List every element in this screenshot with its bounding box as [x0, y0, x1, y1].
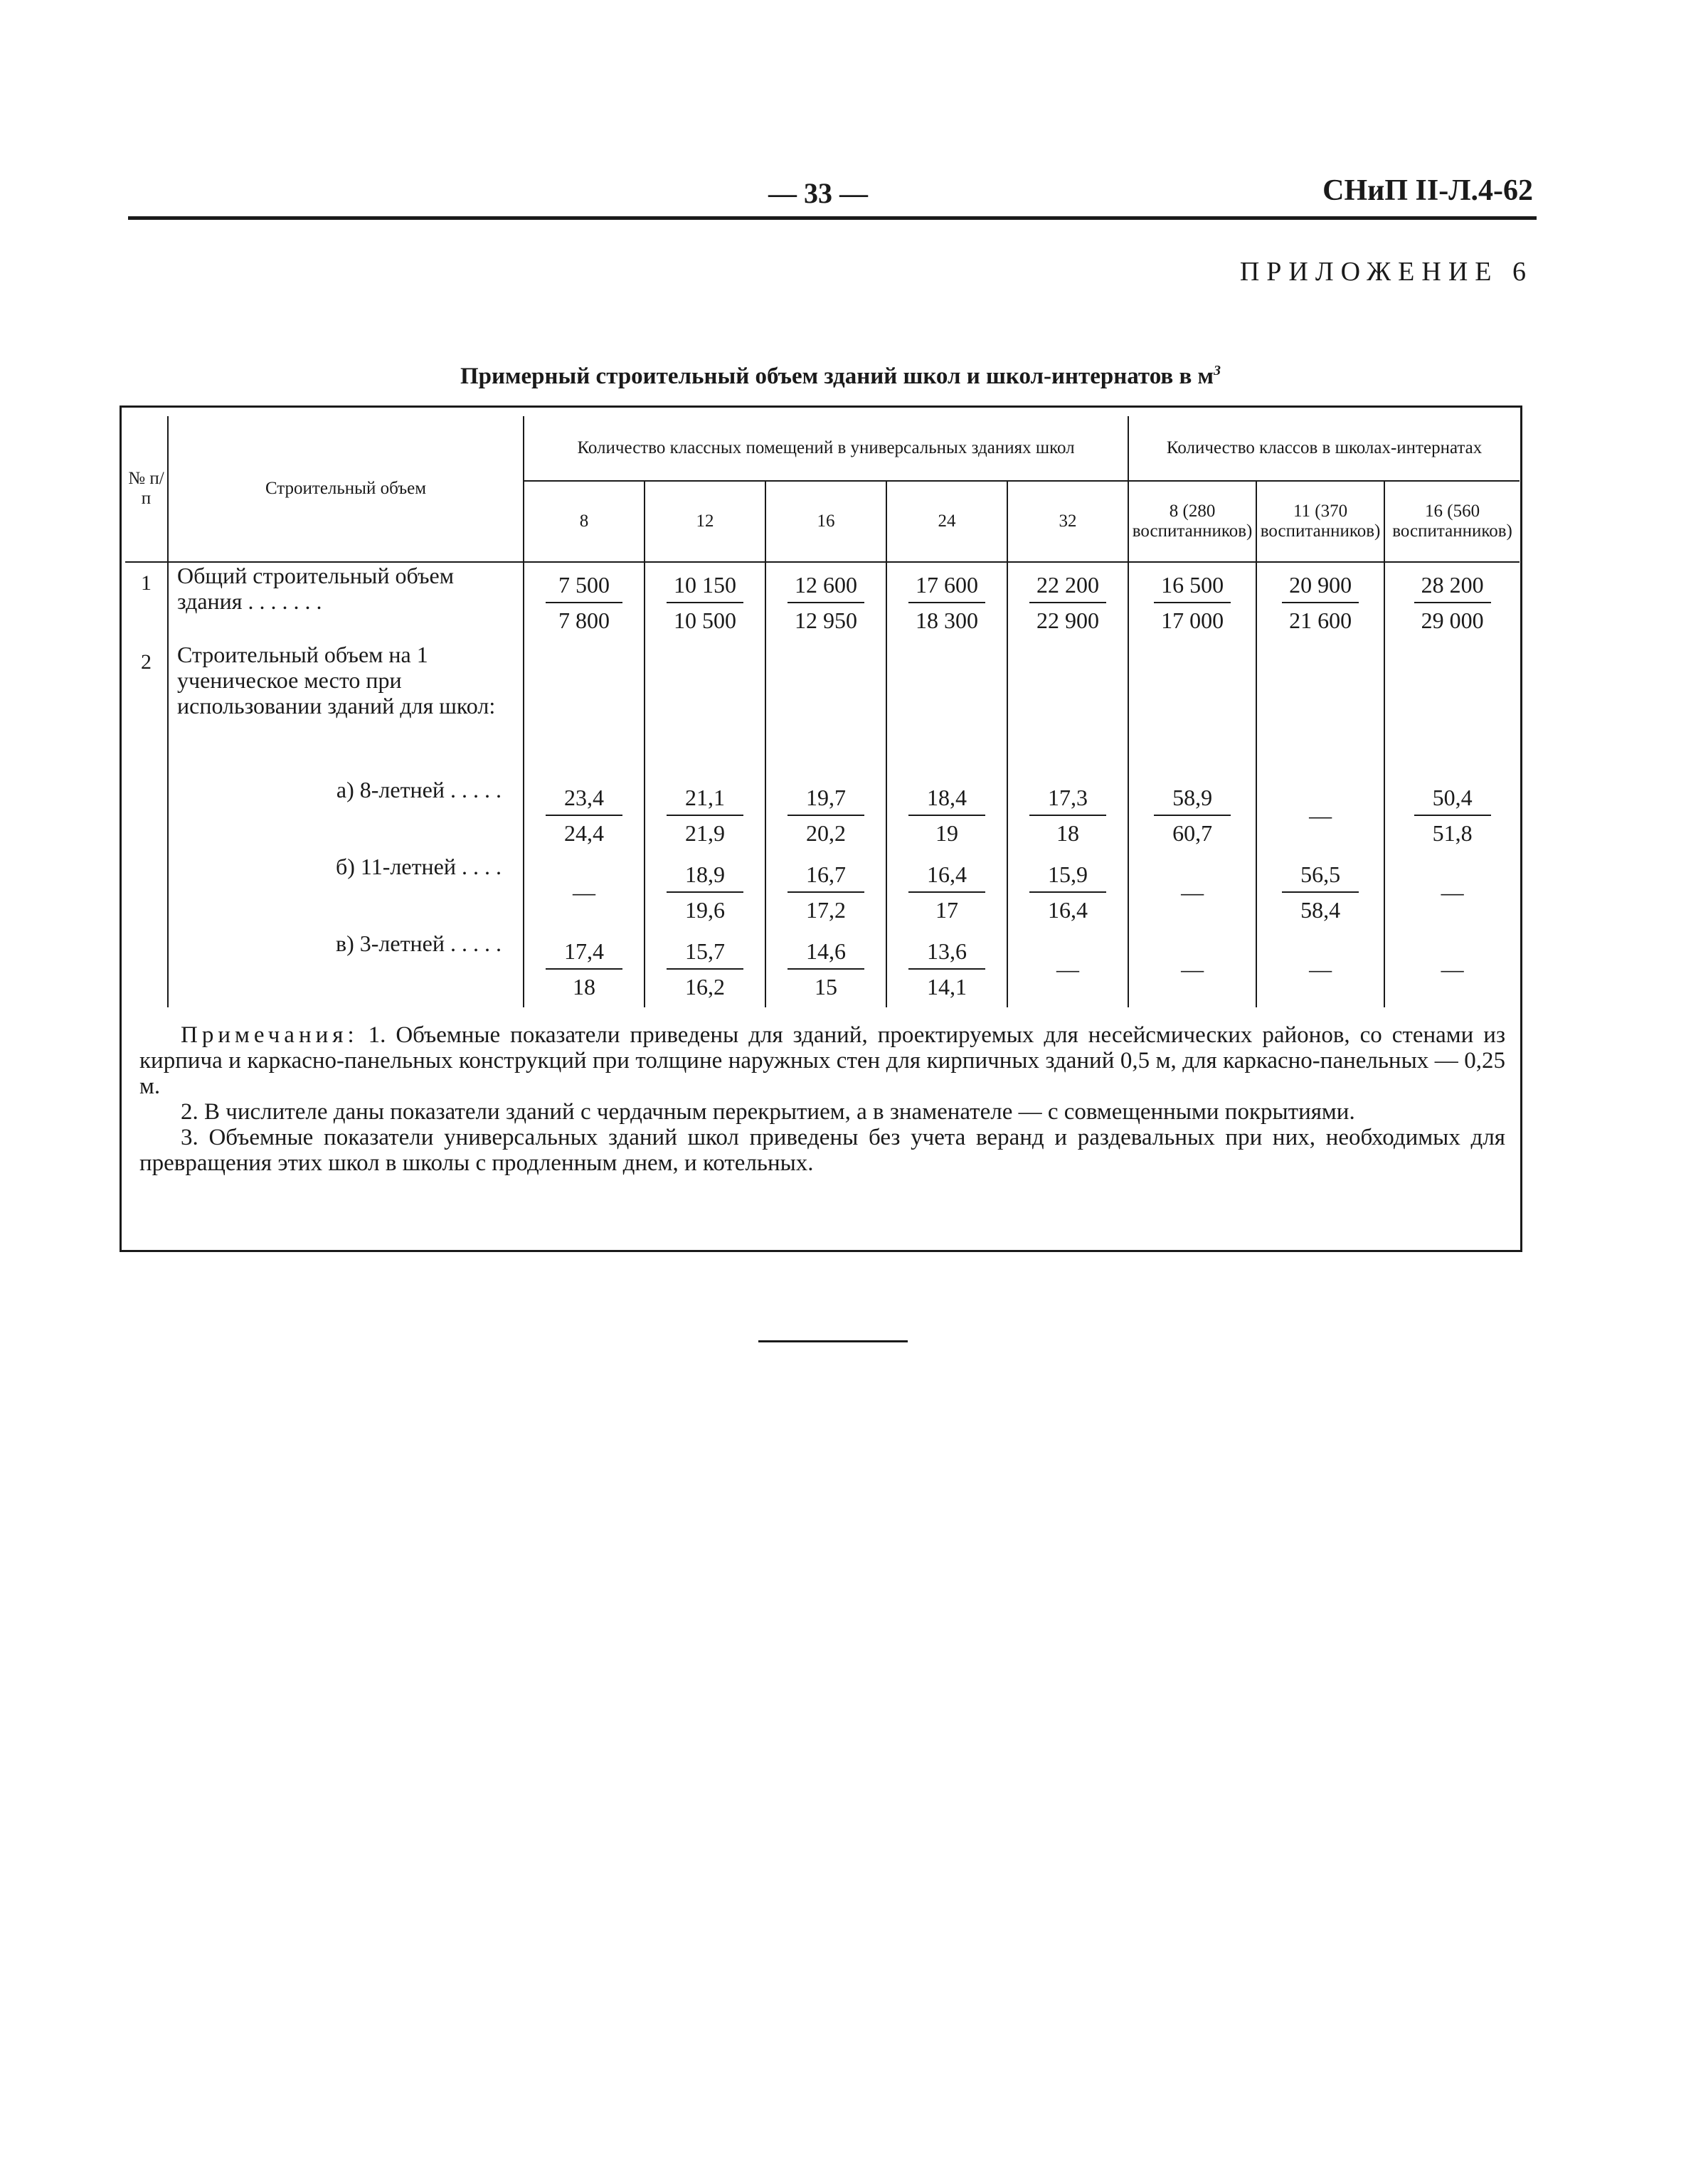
denominator: 29 000	[1421, 607, 1484, 633]
fraction	[667, 780, 743, 850]
value-cell	[886, 854, 1007, 931]
value-cell	[765, 562, 886, 642]
value-cell	[524, 562, 645, 642]
numerator: 17,4	[546, 934, 622, 970]
value-cell	[1256, 562, 1384, 642]
value-cell	[1007, 562, 1128, 642]
row-number: 1	[141, 571, 152, 595]
numerator: 28 200	[1414, 568, 1491, 603]
value-cell	[645, 642, 765, 777]
value-cell	[886, 642, 1007, 777]
denominator: 24,4	[564, 820, 604, 846]
denominator: 16,4	[1048, 897, 1088, 923]
value-cell	[1384, 642, 1520, 777]
fraction	[1414, 568, 1491, 637]
denominator: 18	[1056, 820, 1080, 846]
numerator: 50,4	[1414, 780, 1491, 816]
value-cell	[1128, 642, 1256, 777]
row-label: Общий строительный объем здания . . . . . . .	[168, 562, 524, 642]
table-row	[125, 777, 1520, 854]
note-2: 2. В числителе даны показатели зданий с чердачным перекрытием, а в знаменателе — с совмещенными покрытиями.	[181, 1099, 1355, 1125]
value-cell	[1007, 777, 1128, 854]
numerator: 23,4	[546, 780, 622, 816]
denominator: 21 600	[1289, 607, 1352, 633]
row-number: 2	[141, 650, 152, 674]
value-cell	[524, 931, 645, 1007]
table-row	[125, 562, 1520, 642]
empty-dash: —	[1309, 802, 1332, 828]
denominator: 21,9	[685, 820, 725, 846]
numerator: 56,5	[1282, 857, 1359, 893]
table-row	[125, 854, 1520, 931]
value-cell	[886, 562, 1007, 642]
numerator: 13,6	[908, 934, 985, 970]
value-cell	[765, 931, 886, 1007]
denominator: 17	[935, 897, 958, 923]
col-header-boarding: 16 (560 воспитанников)	[1384, 481, 1520, 562]
col-header-universal: 8	[524, 481, 645, 562]
numerator: 15,7	[667, 934, 743, 970]
denominator: 12 950	[795, 607, 857, 633]
row-label: в) 3-летней . . . . .	[168, 931, 524, 1007]
fraction	[788, 934, 864, 1004]
numerator: 16,7	[788, 857, 864, 893]
empty-dash: —	[1056, 955, 1080, 982]
fraction	[908, 857, 985, 927]
numerator: 21,1	[667, 780, 743, 816]
col-header-universal: 16	[765, 481, 886, 562]
value-cell	[524, 777, 645, 854]
denominator: 58,4	[1300, 897, 1341, 923]
table-title-unit-sup: 3	[1214, 363, 1221, 378]
value-cell	[645, 562, 765, 642]
numerator: 15,9	[1029, 857, 1106, 893]
denominator: 20,2	[806, 820, 846, 846]
fraction	[788, 780, 864, 850]
col-header-boarding: 11 (370 воспитанников)	[1256, 481, 1384, 562]
fraction	[908, 934, 985, 1004]
fraction	[1154, 568, 1231, 637]
numerator: 12 600	[788, 568, 864, 603]
value-cell	[1256, 931, 1384, 1007]
fraction	[788, 857, 864, 927]
value-cell	[886, 931, 1007, 1007]
numerator: 22 200	[1029, 568, 1106, 603]
col-header-universal: 32	[1007, 481, 1128, 562]
page-number: — 33 —	[768, 177, 868, 209]
fraction	[546, 934, 622, 1004]
numerator: 58,9	[1154, 780, 1231, 816]
col-header-boarding: 8 (280 воспитанников)	[1128, 481, 1256, 562]
denominator: 7 800	[558, 607, 610, 633]
value-cell	[1128, 931, 1256, 1007]
note-1-text: 1. Объемные показатели приведены для зданий, проектируемых для несейсмических районов, со стенами из кирпича и каркасно-панельных конструкций при толщине наружных стен для кирпичных зданий 0,5 м, для каркасно-панельных — 0,25 м.	[139, 1022, 1506, 1099]
value-cell	[1128, 854, 1256, 931]
numerator: 10 150	[667, 568, 743, 603]
value-cell	[645, 854, 765, 931]
empty-dash: —	[1441, 879, 1464, 905]
value-cell	[1007, 931, 1128, 1007]
numerator: 18,4	[908, 780, 985, 816]
appendix-label: ПРИЛОЖЕНИЕ 6	[1239, 257, 1533, 287]
empty-dash: —	[1181, 955, 1204, 982]
note-1	[139, 1022, 1505, 1099]
empty-dash: —	[573, 879, 595, 905]
group-universal-header: Количество классных помещений в универсальных зданиях школ	[524, 416, 1128, 481]
value-cell	[1384, 777, 1520, 854]
numerator: 20 900	[1282, 568, 1359, 603]
numerator: 17,3	[1029, 780, 1106, 816]
col-header-universal: 24	[886, 481, 1007, 562]
denominator: 19,6	[685, 897, 725, 923]
empty-dash: —	[1181, 879, 1204, 905]
table-title-text: Примерный строительный объем зданий школ и школ-интернатов в м	[460, 364, 1214, 389]
numerator: 17 600	[908, 568, 985, 603]
denominator: 18	[573, 974, 595, 1000]
numerator: 16,4	[908, 857, 985, 893]
value-cell	[1128, 777, 1256, 854]
value-cell	[1256, 777, 1384, 854]
fraction	[667, 568, 743, 637]
table-title	[0, 363, 1681, 390]
value-cell	[765, 854, 886, 931]
fraction	[1282, 857, 1359, 927]
value-cell	[765, 777, 886, 854]
row-label: б) 11-летней . . . .	[168, 854, 524, 931]
denominator: 10 500	[674, 607, 736, 633]
volume-table	[125, 416, 1520, 1007]
fraction	[546, 780, 622, 850]
value-cell	[1384, 931, 1520, 1007]
fraction	[1282, 568, 1359, 637]
denominator: 15	[815, 974, 837, 1000]
header-rule	[128, 216, 1537, 220]
value-cell	[886, 777, 1007, 854]
value-cell	[524, 642, 645, 777]
value-cell	[1007, 854, 1128, 931]
end-rule	[758, 1340, 908, 1342]
empty-dash: —	[1441, 955, 1464, 982]
fraction	[546, 568, 622, 637]
notes-block	[139, 1022, 1505, 1176]
row-number	[125, 777, 168, 854]
row-label: а) 8-летней . . . . .	[168, 777, 524, 854]
document-code: СНиП II-Л.4-62	[1322, 174, 1533, 207]
denominator: 60,7	[1172, 820, 1213, 846]
row-number	[125, 854, 168, 931]
fraction	[1414, 780, 1491, 850]
row-number	[125, 931, 168, 1007]
value-cell	[1128, 562, 1256, 642]
value-cell	[1007, 642, 1128, 777]
denominator: 16,2	[685, 974, 725, 1000]
denominator: 17,2	[806, 897, 846, 923]
value-cell	[524, 854, 645, 931]
numerator: 18,9	[667, 857, 743, 893]
numerator: 14,6	[788, 934, 864, 970]
denominator: 19	[935, 820, 958, 846]
denominator: 51,8	[1432, 820, 1473, 846]
numerator: 7 500	[546, 568, 622, 603]
value-cell	[645, 777, 765, 854]
numerator: 19,7	[788, 780, 864, 816]
denominator: 22 900	[1036, 607, 1100, 633]
value-cell	[765, 642, 886, 777]
table-row	[125, 642, 1520, 777]
table-row	[125, 931, 1520, 1007]
empty-dash: —	[1309, 955, 1332, 982]
col-num-header: № п/п	[128, 469, 164, 508]
fraction	[1029, 568, 1106, 637]
fraction	[1029, 780, 1106, 850]
denominator: 17 000	[1161, 607, 1224, 633]
denominator: 14,1	[927, 974, 967, 1000]
value-cell	[1384, 562, 1520, 642]
row-label: Строительный объем на 1 ученическое место при использовании зданий для школ:	[168, 642, 524, 777]
fraction	[667, 934, 743, 1004]
fraction	[908, 780, 985, 850]
value-cell	[645, 931, 765, 1007]
fraction	[788, 568, 864, 637]
fraction	[1029, 857, 1106, 927]
numerator: 16 500	[1154, 568, 1231, 603]
fraction	[1154, 780, 1231, 850]
denominator: 18 300	[916, 607, 978, 633]
group-boarding-header: Количество классов в школах-интернатах	[1128, 416, 1520, 481]
value-cell	[1256, 642, 1384, 777]
fraction	[667, 857, 743, 927]
col-header-universal: 12	[645, 481, 765, 562]
value-cell	[1384, 854, 1520, 931]
notes-heading: Примечания:	[181, 1022, 359, 1048]
table-body	[125, 562, 1520, 1007]
value-cell	[1256, 854, 1384, 931]
fraction	[908, 568, 985, 637]
note-3: 3. Объемные показатели универсальных зданий школ приведены без учета веранд и раздевальных при них, необходимых для превращения этих школ в школы с продленным днем, и котельных.	[139, 1125, 1505, 1176]
col-volume-header: Строительный объем	[168, 416, 524, 562]
